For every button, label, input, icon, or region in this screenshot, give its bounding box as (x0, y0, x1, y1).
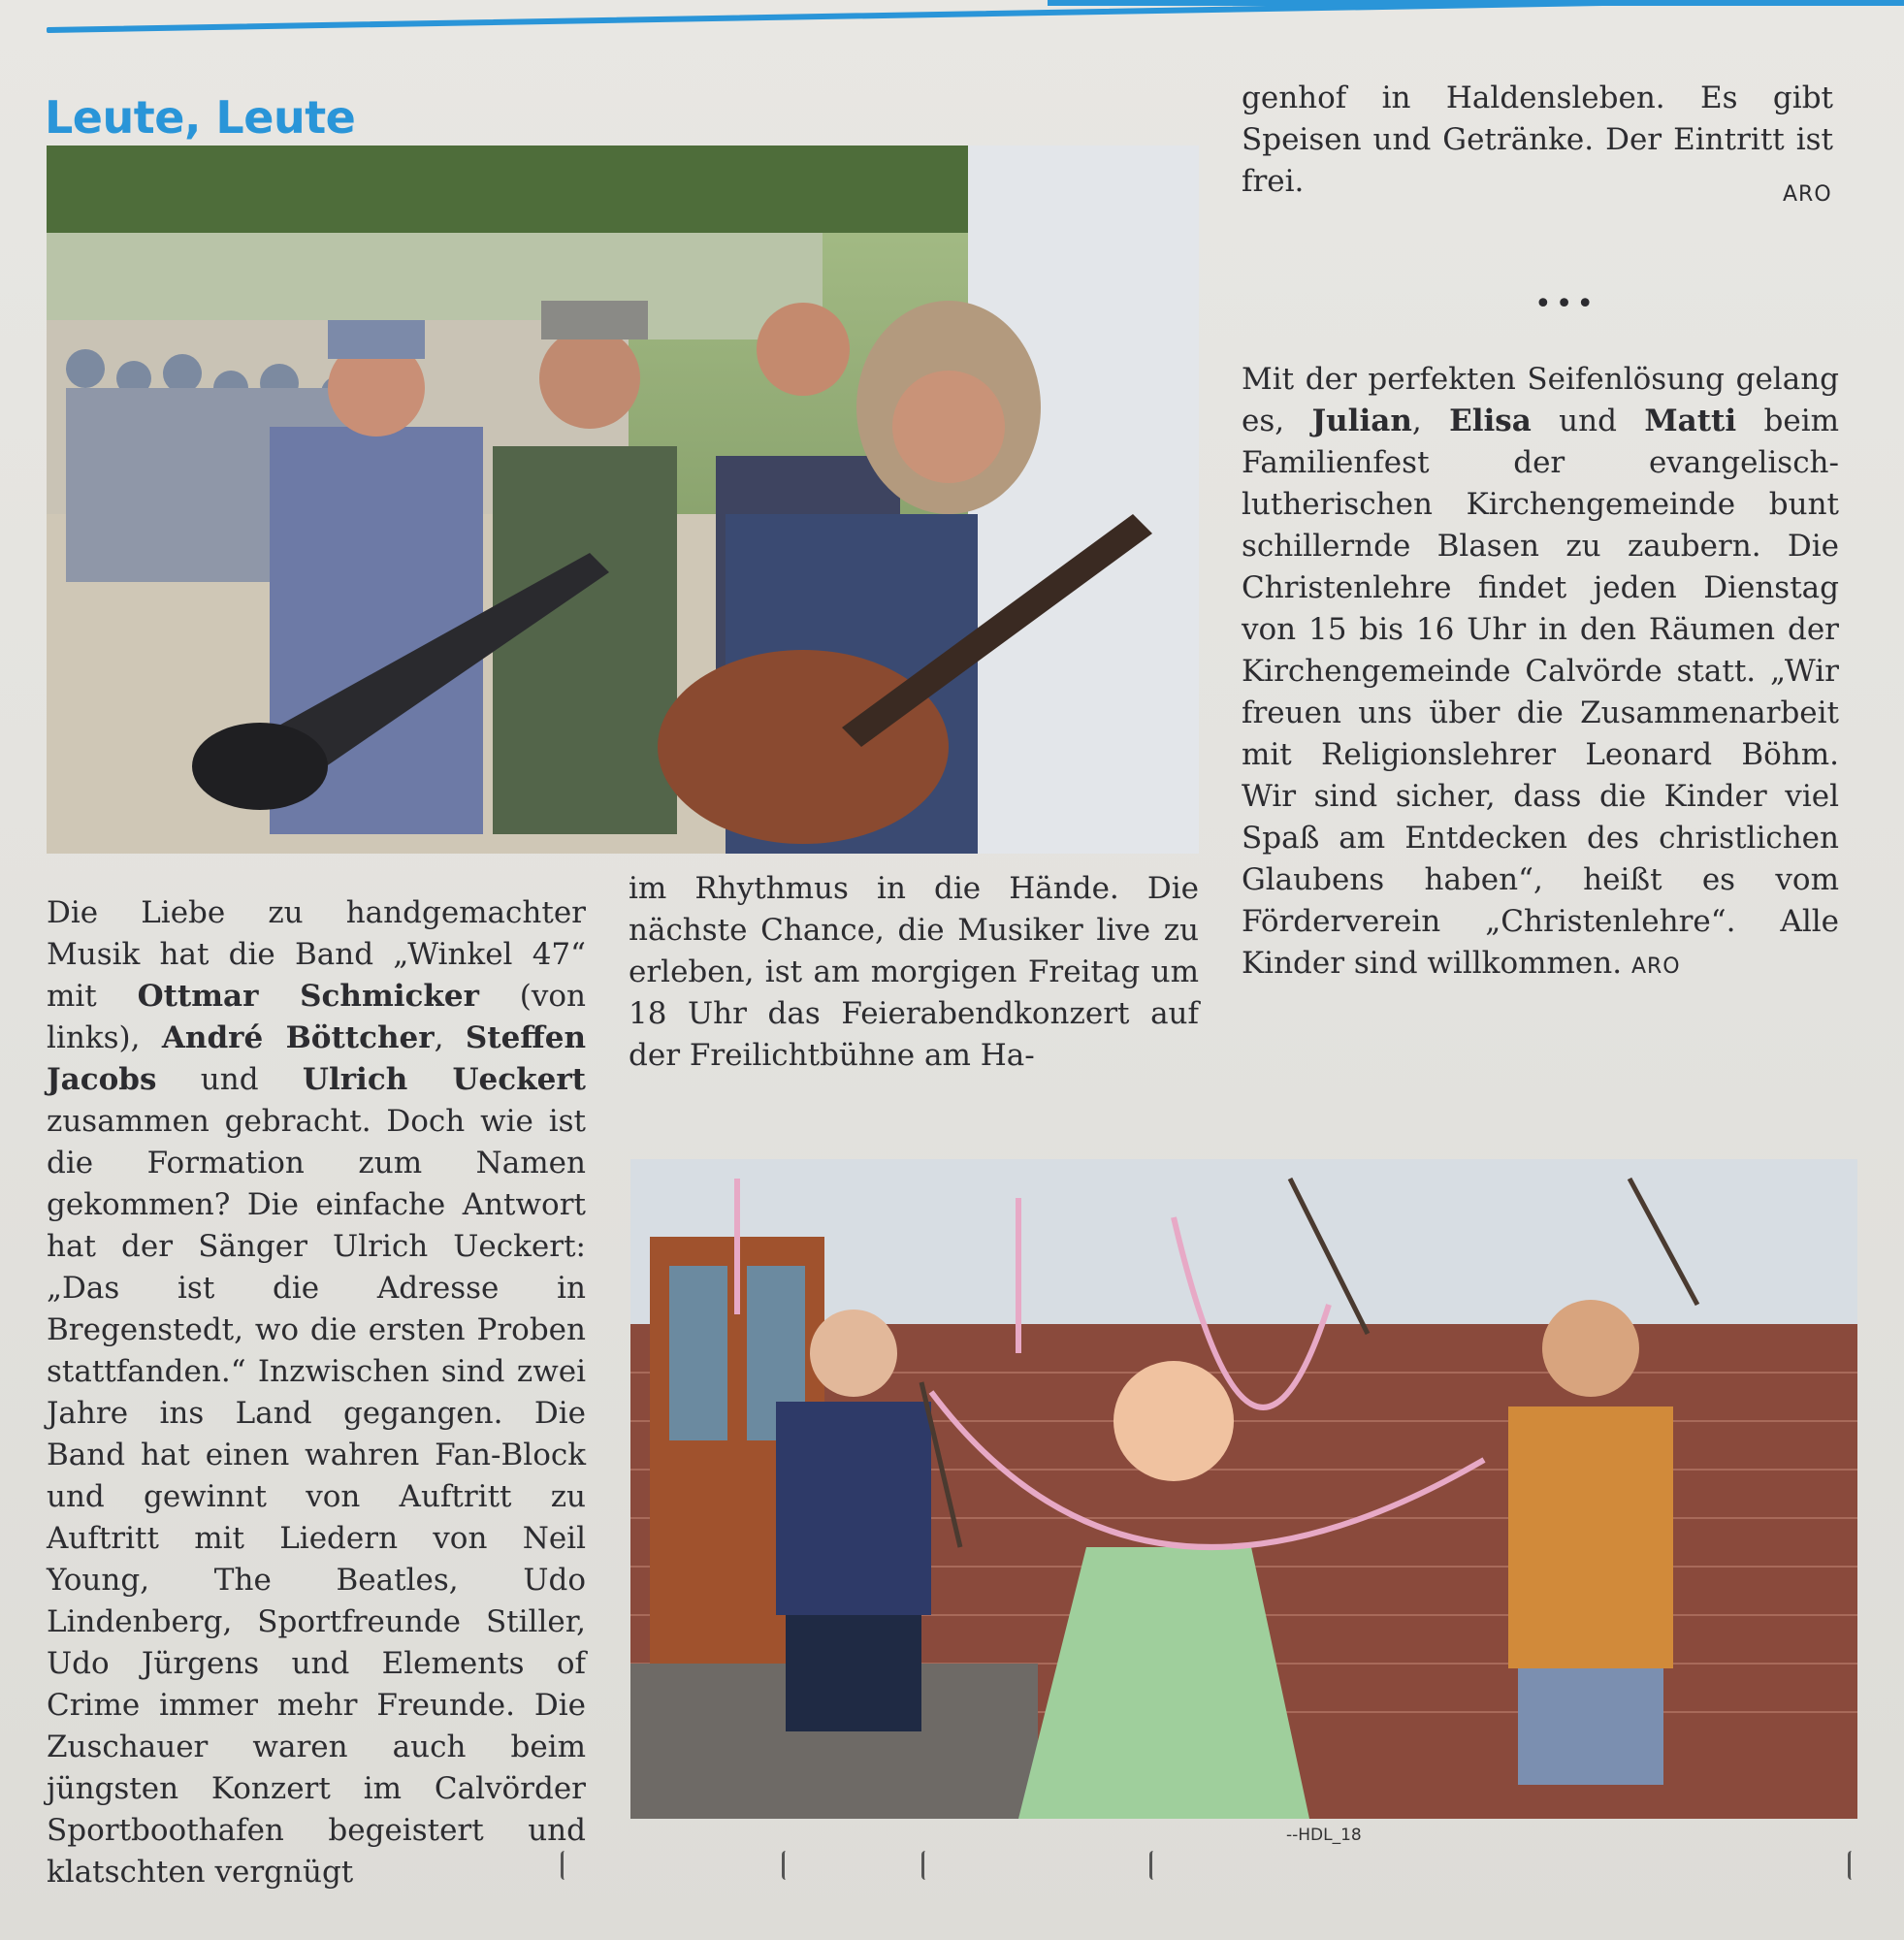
bubble-photo (630, 1159, 1857, 1819)
band-photo (47, 146, 1199, 854)
agency-tag-2: ARO (1630, 954, 1681, 979)
punch-mark (1848, 1851, 1860, 1880)
prev-article-end (1242, 78, 1833, 203)
punch-mark (782, 1851, 794, 1880)
band-article-text-1: Die Liebe zu handgemachter Musik hat die Band „Winkel 47“ mit Ottmar Schmicker (von links), André Böttcher, Steffen Jacobs und Ulrich Ueckert zusammen gebracht. Doch wie ist die Formation zum Namen gekommen? Die einfache Antwort hat der Sänger Ulrich Ueckert: „Das ist die Adresse in Bregenstedt, wo die ersten Proben stattfanden.“ Inzwischen sind zwei Jahre ins Land gegangen. Die Band hat einen wahren Fan-Block und gewinnt von Auftritt zu Auftritt mit Liedern von Neil Young, The Beatles, Udo Lindenberg, Sportfreunde Stiller, Udo Jürgens und Elements of Crime immer mehr Freunde. Die Zuschauer waren auch beim jüngsten Konzert im Calvörder Sportboothafen begeistert und klatschten vergnügt (47, 895, 587, 1890)
punch-mark (921, 1851, 934, 1880)
prev-article-text: genhof in Haldensleben. Es gibt Speisen und Getränke. Der Eintritt ist frei. (1242, 81, 1833, 199)
bubble-article (1242, 359, 1839, 987)
page-id: --HDL_18 (1286, 1826, 1362, 1845)
section-title: Leute, Leute (45, 91, 356, 144)
band-article-col2 (629, 868, 1199, 1077)
band-article-col1 (47, 892, 586, 1893)
agency-tag-1: ARO (1783, 182, 1832, 207)
band-article-text-2: im Rhythmus in die Hände. Die nächste Chance, die Musiker live zu erleben, ist am morgigen Freitag um 18 Uhr das Feierabendkonzert auf der Freilichtbühne am Ha- (629, 871, 1199, 1073)
top-rule-right (1048, 0, 1904, 6)
punch-mark (561, 1851, 573, 1880)
bubble-article-text: Mit der perfekten Seifenlösung gelang es, Julian, Elisa und Matti beim Familienfest der evangelisch-lutherischen Kirchengemeinde bunt schillernde Blasen zu zaubern. Die Christenlehre findet jeden Dienstag von 15 bis 16 Uhr in den Räumen der Kirchengemeinde Calvörde statt. „Wir freuen uns über die Zusammenarbeit mit Religionslehrer Leonard Böhm. Wir sind sicher, dass die Kinder viel Spaß am Entdecken des christlichen Glaubens haben“, heißt es vom Förderverein „Christenlehre“. Alle Kinder sind willkommen. ARO (1242, 362, 1839, 981)
punch-mark (1149, 1851, 1162, 1880)
separator-dots: ••• (1534, 287, 1598, 321)
